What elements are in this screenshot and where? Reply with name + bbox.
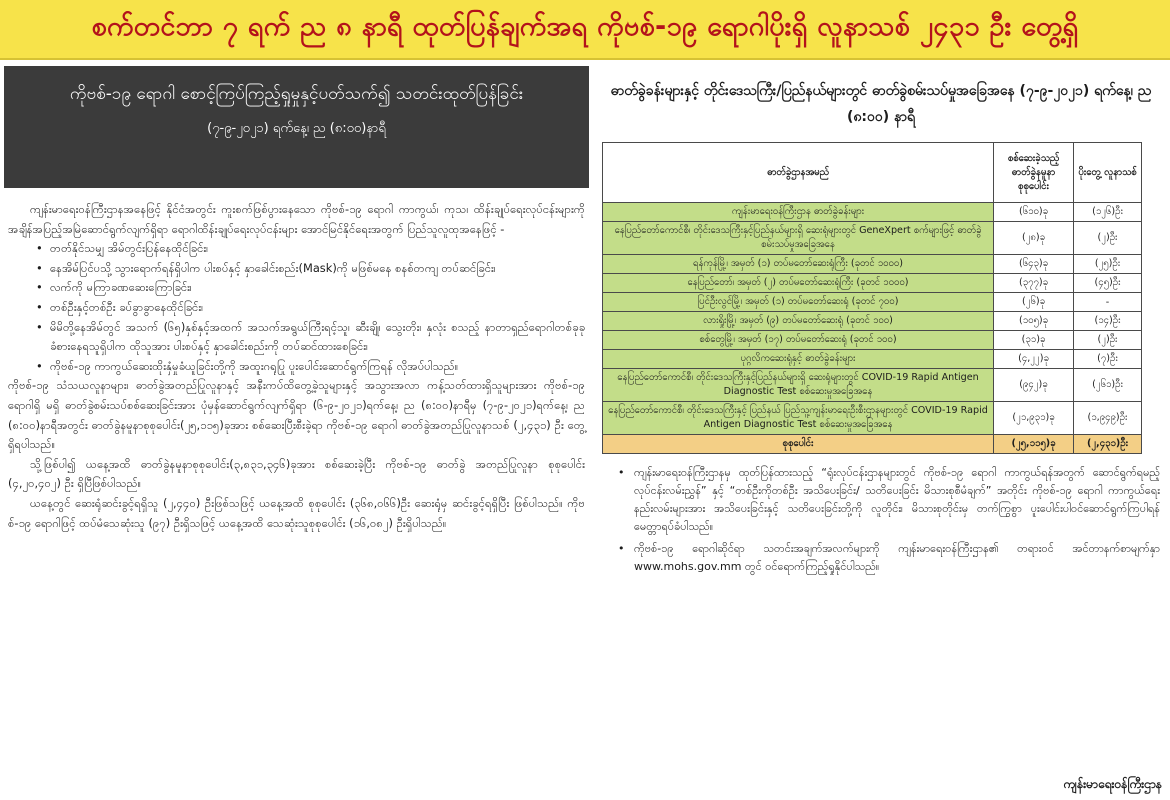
list-item: • တစ်ဦးနှင့်တစ်ဦး ခပ်ခွာခွာနေထိုင်ခြင်း၊ xyxy=(36,298,585,318)
table-row xyxy=(603,350,1142,369)
list-item: • နေအိမ်ပြင်ပသို့ သွားရောက်ရန်ရှိပါက ပါးစပ်နှင့် နှာခေါင်းစည်း(Mask)ကို မဖြစ်မနေ စနစ်တကျ တပ်ဆင်ခြင်း၊ xyxy=(36,259,585,279)
tested-count: (၆၄၃)ခု xyxy=(994,255,1074,274)
press-release-title: ကိုဗစ်-၁၉ ရောဂါ စောင့်ကြပ်ကြည့်ရှုမှုနှင့်ပတ်သက်၍ သတင်းထုတ်ပြန်ခြင်း xyxy=(69,84,524,104)
note-item: • ကိုဗစ်-၁၉ ရောဂါဆိုင်ရာ သတင်းအချက်အလက်များကို ကျန်းမာရေးဝန်ကြီးဌာန၏ တရားဝင် အင်တာနက်စာမျက်နှာ www.mohs.gov.mm တွင် ဝင်ရောက်ကြည့်ရှုနိုင်ပါသည်။ xyxy=(618,540,1160,576)
note-item: • ကျန်းမာရေးဝန်ကြီးဌာနမှ ထုတ်ပြန်ထားသည့် “ရုံးလုပ်ငန်းဌာနများတွင် ကိုဗစ်-၁၉ ရောဂါ ကာကွယ်ရန်အတွက် ဆောင်ရွက်ရမည့် လုပ်ငန်းလမ်းညွှန်” နှင့် “တစ်ဦးကိုတစ်ဦး အသိပေးခြင်း/ သတိပေးခြင်း မိသားစုစီမံချက်” အတိုင်း ကိုဗစ်-၁၉ ရောဂါ ကာကွယ်ရေးနည်းလမ်းများအား အသိပေးခြင်းနှင့် သတိပေးခြင်းတို့ကို လူတိုင်း၊ မိသားစုတိုင်းမှ တက်ကြွစွာ ပူးပေါင်းပါဝင်ဆောင်ရွက်ကြပါရန် မေတ္တာရပ်ခံပါသည်။ xyxy=(618,464,1160,536)
list-item: • တတ်နိုင်သမျှ အိမ်တွင်းပြန်နေထိုင်ခြင်း၊ xyxy=(36,239,585,259)
tested-count: (၂၆)ခု xyxy=(994,293,1074,312)
column-header-tested: စစ်ဆေးခဲ့သည့် ဓာတ်ခွဲနမူနာ စုစုပေါင်း xyxy=(994,143,1074,203)
column-header-lab: ဓာတ်ခွဲဌာနအမည် xyxy=(603,143,994,203)
lab-status-title: ဓာတ်ခွဲခန်းများနှင့် တိုင်းဒေသကြီး/ပြည်နယ်များတွင် ဓာတ်ခွဲစမ်းသပ်မှုအခြေအနေ (၇-၉-၂၀၂၁) ရက်နေ့၊ ည (၈:၀၀) နာရီ xyxy=(610,83,1152,125)
table-row xyxy=(603,203,1142,222)
positive-count: (၂၆၁)ဦး xyxy=(1074,369,1142,402)
lab-name: နေပြည်တော်ကောင်စီ၊ တိုင်းဒေသကြီးနှင့်ပြည်နယ်များရှိ ဆေးရုံများတွင် GeneXpert စက်များဖြင့် ဓာတ်ခွဲစမ်းသပ်မှုအခြေအနေ xyxy=(603,222,994,255)
recovery-paragraph: ယနေ့တွင် ဆေးရုံဆင်းခွင့်ရရှိသူ (၂,၄၄၀) ဦးဖြစ်သဖြင့် ယနေ့အထိ စုစုပေါင်း (၃၆၈,၀၆၆)ဦး ဆေးရုံမှ ဆင်းခွင့်ရရှိပြီး ဖြစ်ပါသည်။ ကိုဗစ်-၁၉ ရောဂါဖြင့် ထပ်မံသေဆုံးသူ (၉၇) ဦးရှိသဖြင့် ယနေ့အထိ သေဆုံးသူစုစုပေါင်း (၁၆,၀၈၂) ဦးရှိပါသည်။ xyxy=(8,495,585,530)
table-row xyxy=(603,222,1142,255)
positive-count: (၁၄)ဦး xyxy=(1074,312,1142,331)
total-positive: (၂,၄၃၁)ဦး xyxy=(1074,435,1142,454)
list-item: • ကိုဗစ်-၁၉ ကာကွယ်ဆေးထိုးနှံမှုခံယူခြင်းတို့ကို အထူးဂရုပြု ပူးပေါင်းဆောင်ရွက်ကြရန် လိုအပ်ပါသည်။ xyxy=(36,357,585,377)
headline-banner xyxy=(0,0,1170,60)
press-release-column xyxy=(4,66,589,796)
table-row xyxy=(603,293,1142,312)
lab-status-table xyxy=(602,142,1142,454)
positive-count: (၄၅)ဦး xyxy=(1074,274,1142,293)
cumulative-paragraph: သို့ဖြစ်ပါ၍ ယနေ့အထိ ဓာတ်ခွဲနမူနာစုစုပေါင်း(၃,၈၃၁,၃၄၆)ခုအား စစ်ဆေးခဲ့ပြီး ကိုဗစ်-၁၉ ဓာတ်ခွဲ အတည်ပြုလူနာ စုစုပေါင်း (၄,၂၀,၄၀၂) ဦး ရှိပြီဖြစ်ပါသည်။ xyxy=(8,456,585,491)
lab-name: ပြင်ဦးလွင်မြို့၊ အမှတ် (၁) တပ်မတော်ဆေးရုံ (ခုတင် ၇၀၀) xyxy=(603,293,994,312)
notes-list xyxy=(596,454,1166,576)
table-row xyxy=(603,255,1142,274)
tested-count: (၆၁၀)ခု xyxy=(994,203,1074,222)
lab-name: ကျန်းမာရေးဝန်ကြီးဌာန ဓာတ်ခွဲခန်းများ xyxy=(603,203,994,222)
press-release-header xyxy=(4,66,589,188)
ministry-signature: ကျန်းမာရေးဝန်ကြီးဌာန xyxy=(1063,777,1162,791)
table-row xyxy=(603,274,1142,293)
positive-count: - xyxy=(1074,293,1142,312)
lab-name: လားရှိုးမြို့၊ အမှတ် (၉) တပ်မတော်ဆေးရုံ (ခုတင် ၁၀၀) xyxy=(603,312,994,331)
tested-count: (၃၇၇)ခု xyxy=(994,274,1074,293)
positive-count: (၁၂၆)ဦး xyxy=(1074,203,1142,222)
tested-count: (၂၈)ခု xyxy=(994,222,1074,255)
list-item: • မိမိတို့နေအိမ်တွင် အသက် (၆၅)နှစ်နှင့်အထက် အသက်အရွယ်ကြီးရင့်သူ၊ ဆီးချို၊ သွေးတိုး၊ နှလုံး စသည့် နာတာရှည်ရောဂါတစ်ခုခုခံစားနေရသူရှိပါက ထိုသူအား ပါးစပ်နှင့် နှာခေါင်းစည်းကို တပ်ဆင်ထားစေခြင်း၊ xyxy=(36,318,585,357)
table-row xyxy=(603,369,1142,402)
press-release-date: (၇-၉-၂၀၂၁) ရက်နေ့၊ ည (၈:၀၀)နာရီ xyxy=(207,121,386,136)
guideline-list xyxy=(8,239,585,376)
tested-count: (၁၀၅)ခု xyxy=(994,312,1074,331)
lab-name: စစ်တွေမြို့၊ အမှတ် (၁၇) တပ်မတော်ဆေးရုံ (ခုတင် ၁၀၀) xyxy=(603,331,994,350)
positive-count: (၂)ဦး xyxy=(1074,331,1142,350)
tested-count: (၄,၂၂)ခု xyxy=(994,350,1074,369)
table-total-row xyxy=(603,435,1142,454)
intro-paragraph: ကျန်းမာရေးဝန်ကြီးဌာနအနေဖြင့် နိုင်ငံအတွင်း ကူးစက်ဖြစ်ပွားနေသော ကိုဗစ်-၁၉ ရောဂါ ကာကွယ်၊ ကုသ၊ ထိန်းချုပ်ရေးလုပ်ငန်းများကို အချိန်အပြည့်အမြဲဆောင်ရွက်လျက်ရှိရာ ရောဂါထိန်းချုပ်ရေးလုပ်ငန်းများ အောင်မြင်နိုင်ရေးအတွက် ပြည်သူလူထုအနေဖြင့် - xyxy=(8,202,585,236)
positive-count: (၂၅)ဦး xyxy=(1074,255,1142,274)
lab-name: ပုဂ္ဂလိကဆေးရုံနှင့် ဓာတ်ခွဲခန်းများ xyxy=(603,350,994,369)
table-row xyxy=(603,312,1142,331)
lab-name: နေပြည်တော်၊ အမှတ် (၂) တပ်မတော်ဆေးရုံကြီး (ခုတင် ၁၀၀၀) xyxy=(603,274,994,293)
column-header-positive: ပိုးတွေ့ လူနာသစ် xyxy=(1074,143,1142,203)
total-label: စုစုပေါင်း xyxy=(603,435,994,454)
tested-count: (၂၁,၉၃၁)ခု xyxy=(994,402,1074,435)
headline-title: စက်တင်ဘာ ၇ ရက် ည ၈ နာရီ ထုတ်ပြန်ချက်အရ ကိုဗစ်-၁၉ ရောဂါပိုးရှိ လူနာသစ် ၂၄၃၁ ဦး တွေ့ရှိ xyxy=(91,11,1079,42)
positive-count: (၁,၉၄၉)ဦး xyxy=(1074,402,1142,435)
lab-name: ရန်ကုန်မြို့၊ အမှတ် (၁) တပ်မတော်ဆေးရုံကြီး (ခုတင် ၁၀၀၀) xyxy=(603,255,994,274)
total-tested: (၂၅,၁၁၅)ခု xyxy=(994,435,1074,454)
table-row xyxy=(603,402,1142,435)
positive-count: (၂)ဦး xyxy=(1074,222,1142,255)
positive-count: (၇)ဦး xyxy=(1074,350,1142,369)
list-item: • လက်ကို မကြာခဏဆေးကြောခြင်း၊ xyxy=(36,278,585,298)
lab-name: နေပြည်တော်ကောင်စီ၊ တိုင်းဒေသကြီးနှင့် ပြည်နယ် ပြည်သူ့ကျန်းမာရေးဦးစီးဌာနများတွင် COVID-19 Rapid Antigen Diagnostic Test စစ်ဆေးမှုအခြေအနေ xyxy=(603,402,994,435)
table-row xyxy=(603,331,1142,350)
tested-count: (၃၁)ခု xyxy=(994,331,1074,350)
table-header-row xyxy=(603,143,1142,203)
lab-status-column xyxy=(596,66,1166,796)
tested-count: (၉၄၂)ခု xyxy=(994,369,1074,402)
press-release-body xyxy=(4,188,589,533)
testing-paragraph: ကိုဗစ်-၁၉ သံသယလူနာများ၊ ဓာတ်ခွဲအတည်ပြုလူနာနှင့် အနီးကပ်ထိတွေ့ခဲ့သူများနှင့် အသွားအလာ ကန့်သတ်ထားရှိသူများအား ကိုဗစ်-၁၉ ရောဂါရှိ မရှိ ဓာတ်ခွဲစမ်းသပ်စစ်ဆေးခြင်းအား ပုံမှန်ဆောင်ရွက်လျက်ရှိရာ (၆-၉-၂၀၂၁)ရက်နေ့၊ ည (၈:၀၀)နာရီမှ (၇-၉-၂၀၂၁)ရက်နေ့၊ ည (၈:၀၀)နာရီအတွင်း ဓာတ်ခွဲနမူနာစုစုပေါင်း(၂၅,၁၁၅)ခုအား စစ်ဆေးပြီးစီးခဲ့ရာ ကိုဗစ်-၁၉ ရောဂါ ဓာတ်ခွဲအတည်ပြုလူနာသစ် (၂,၄၃၁) ဦး တွေ့ရှိရပါသည်။ xyxy=(8,378,585,452)
lab-name: နေပြည်တော်ကောင်စီ၊ တိုင်းဒေသကြီးနှင့်ပြည်နယ်များရှိ ဆေးရုံများတွင် COVID-19 Rapid Antigen Diagnostic Test စစ်ဆေးမှုအခြေအနေ xyxy=(603,369,994,402)
